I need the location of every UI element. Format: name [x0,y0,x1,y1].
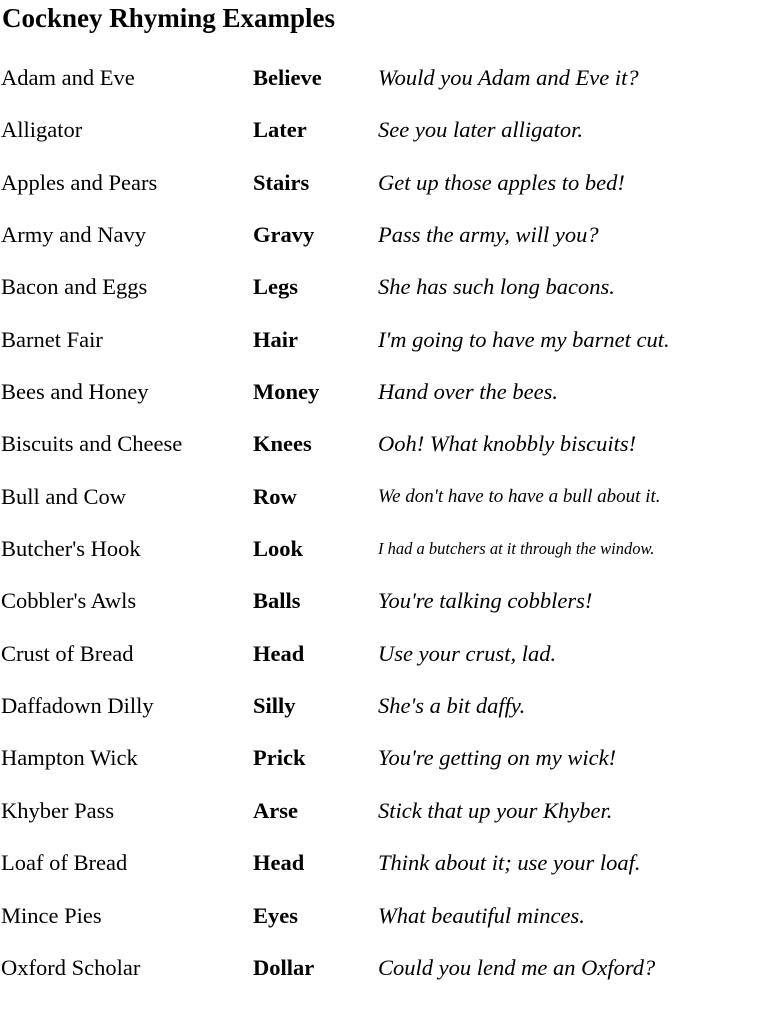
rhyming-phrase: Daffadown Dilly [1,693,154,719]
rhyming-phrase: Alligator [1,117,83,143]
list-item [0,322,768,374]
usage-example: Think about it; use your loaf. [378,850,641,876]
usage-example: Stick that up your Khyber. [378,797,613,823]
list-item [0,165,768,217]
rhyming-meaning: Look [253,536,304,562]
rhyming-meaning: Eyes [253,902,298,928]
rhyming-phrase: Bees and Honey [1,379,149,405]
usage-example: Would you Adam and Eve it? [378,65,639,90]
list-item [0,60,768,112]
rhyming-meaning: Dollar [253,954,315,980]
usage-example: Get up those apples to bed! [378,169,625,195]
rhyming-meaning: Knees [253,431,312,457]
rhyming-meaning: Prick [253,745,306,771]
usage-example: Ooh! What knobbly biscuits! [378,431,637,457]
rhyming-meaning: Row [253,483,297,509]
list-item [0,950,768,1002]
usage-example: She has such long bacons. [378,274,615,300]
rhyming-phrase: Khyber Pass [1,797,115,823]
rhyming-meaning: Money [253,379,320,405]
rhyming-meaning: Head [253,640,305,666]
usage-example: What beautiful minces. [378,902,585,928]
usage-example: You're talking cobblers! [378,588,593,614]
list-item [0,426,768,478]
rhyming-phrase: Barnet Fair [1,326,103,352]
rhyming-phrase: Bacon and Eggs [1,274,148,300]
usage-example: You're getting on my wick! [378,745,617,771]
rhyming-phrase: Army and Navy [1,222,146,248]
rhyming-phrase: Bull and Cow [1,483,127,509]
rhyming-meaning: Hair [253,326,298,352]
rhyming-phrase: Loaf of Bread [1,850,128,876]
rhyming-meaning: Legs [253,274,298,300]
usage-example: We don't have to have a bull about it. [378,485,661,507]
rhyming-meaning: Balls [253,588,301,614]
rhyming-meaning: Stairs [253,169,310,195]
list-item [0,688,768,740]
list-item [0,112,768,164]
list-item [0,374,768,426]
rhyming-phrase: Oxford Scholar [1,954,141,980]
rhyming-phrase: Adam and Eve [1,65,135,90]
usage-example: Pass the army, will you? [378,222,599,248]
rhyming-examples-list [0,60,768,1002]
list-item [0,845,768,897]
rhyming-meaning: Believe [253,65,322,90]
rhyming-meaning: Head [253,850,305,876]
rhyming-phrase: Butcher's Hook [1,536,141,562]
list-item [0,479,768,531]
rhyming-phrase: Crust of Bread [1,640,134,666]
usage-example: She's a bit daffy. [378,693,526,719]
usage-example: Hand over the bees. [378,379,558,405]
list-item [0,217,768,269]
rhyming-phrase: Apples and Pears [1,169,158,195]
list-item [0,898,768,950]
list-item [0,636,768,688]
usage-example: I had a butchers at it through the window. [378,539,655,559]
rhyming-phrase: Biscuits and Cheese [1,431,183,457]
usage-example: Could you lend me an Oxford? [378,954,656,980]
list-item [0,269,768,321]
list-item [0,583,768,635]
usage-example: I'm going to have my barnet cut. [378,326,670,352]
list-item [0,793,768,845]
rhyming-meaning: Arse [253,797,298,823]
rhyming-phrase: Mince Pies [1,902,102,928]
list-item [0,740,768,792]
usage-example: See you later alligator. [378,117,583,143]
rhyming-phrase: Cobbler's Awls [1,588,137,614]
list-item [0,531,768,583]
rhyming-meaning: Silly [253,693,296,719]
rhyming-meaning: Gravy [253,222,315,248]
rhyming-phrase: Hampton Wick [1,745,138,771]
usage-example: Use your crust, lad. [378,640,557,666]
rhyming-meaning: Later [253,117,307,143]
page-title: Cockney Rhyming Examples [2,3,336,33]
